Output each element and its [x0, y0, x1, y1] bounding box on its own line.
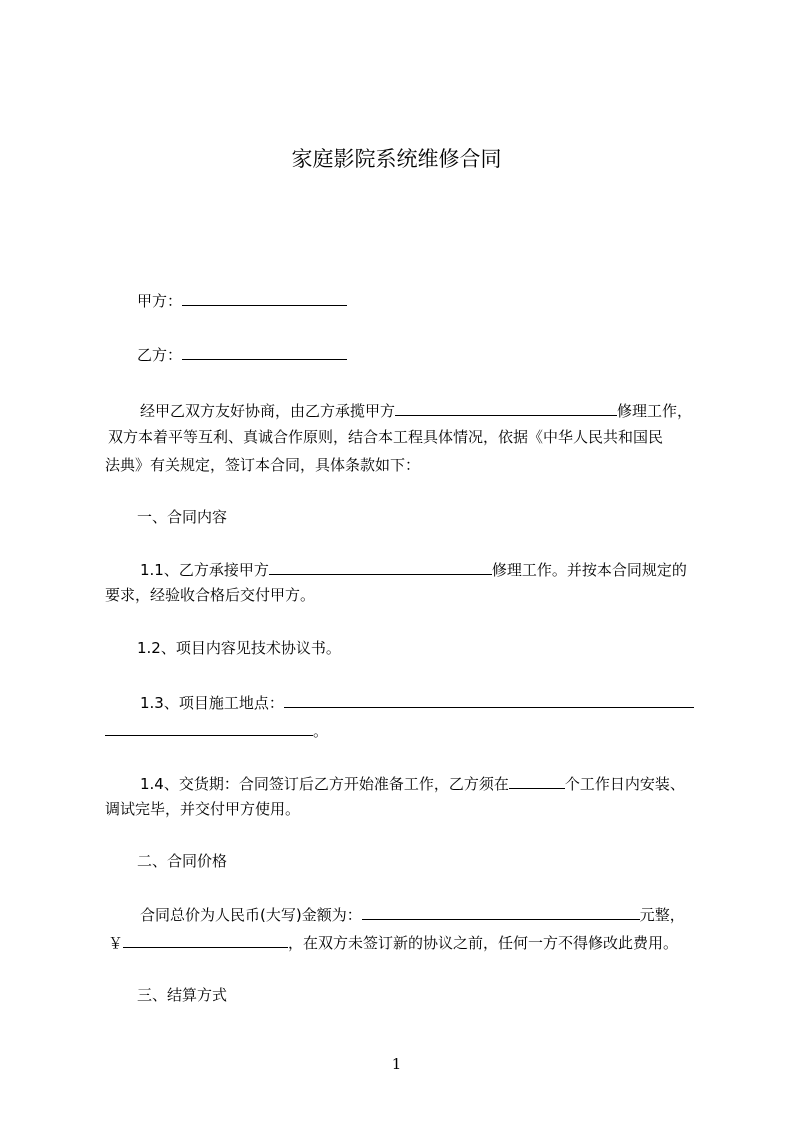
clause-1-2: 1.2、项目内容见技术协议书。 — [137, 639, 341, 657]
clause-1-4-text-a: 1.4、交货期：合同签订后乙方开始准备工作，乙方须在 — [140, 775, 509, 793]
intro-line-2: 双方本着平等互利、真诚合作原则，结合本工程具体情况，依据《中华人民共和国民 — [108, 428, 664, 446]
party-a-line — [137, 290, 347, 311]
intro-text-1b: 修理工作， — [617, 402, 693, 420]
price-text-b: 元整， — [639, 906, 685, 924]
clause-1-1-text-a: 1.1、乙方承接甲方 — [140, 561, 269, 579]
price-yen-blank[interactable] — [123, 932, 288, 948]
clause-1-1 — [140, 559, 687, 580]
page-title: 家庭影院系统维修合同 — [291, 147, 502, 171]
intro-text-1a: 经甲乙双方友好协商，由乙方承揽甲方 — [140, 402, 396, 420]
clause-1-1-line-2: 要求，经验收合格后交付甲方。 — [105, 586, 316, 604]
party-a-blank[interactable] — [182, 290, 347, 306]
price-line-2 — [108, 932, 678, 953]
intro-blank[interactable] — [395, 400, 617, 416]
clause-1-4 — [140, 773, 685, 794]
intro-line-3: 法典》有关规定，签订本合同，具体条款如下： — [105, 456, 421, 474]
clause-1-3-line-2 — [105, 720, 328, 741]
clause-1-1-blank[interactable] — [269, 559, 492, 575]
price-line-1 — [140, 904, 685, 925]
clause-1-4-line-2: 调试完毕，并交付甲方使用。 — [105, 800, 301, 818]
price-amount-blank[interactable] — [362, 904, 640, 920]
section-1-heading: 一、合同内容 — [137, 508, 228, 526]
clause-1-1-text-b: 修理工作。并按本合同规定的 — [491, 561, 687, 579]
intro-line-1 — [140, 400, 692, 421]
page-number: 1 — [391, 1055, 402, 1073]
clause-1-3-blank-2[interactable] — [105, 720, 313, 736]
clause-1-4-text-b: 个工作日内安装、 — [564, 775, 685, 793]
section-2-heading: 二、合同价格 — [137, 852, 228, 870]
party-b-line — [137, 344, 347, 365]
clause-1-4-blank[interactable] — [509, 773, 565, 789]
clause-1-3-end: 。 — [313, 722, 329, 740]
clause-1-3-text: 1.3、项目施工地点： — [140, 694, 284, 712]
party-b-blank[interactable] — [182, 344, 347, 360]
price-yen-sign: ￥ — [108, 934, 124, 952]
price-text-c: ，在双方未签订新的协议之前，任何一方不得修改此费用。 — [288, 934, 679, 952]
clause-1-3-blank-1[interactable] — [284, 692, 694, 708]
section-3-heading: 三、结算方式 — [137, 986, 228, 1004]
party-b-label: 乙方： — [137, 346, 183, 364]
price-text-a: 合同总价为人民币(大写)金额为： — [140, 906, 362, 924]
clause-1-3 — [140, 692, 694, 713]
party-a-label: 甲方： — [137, 292, 183, 310]
